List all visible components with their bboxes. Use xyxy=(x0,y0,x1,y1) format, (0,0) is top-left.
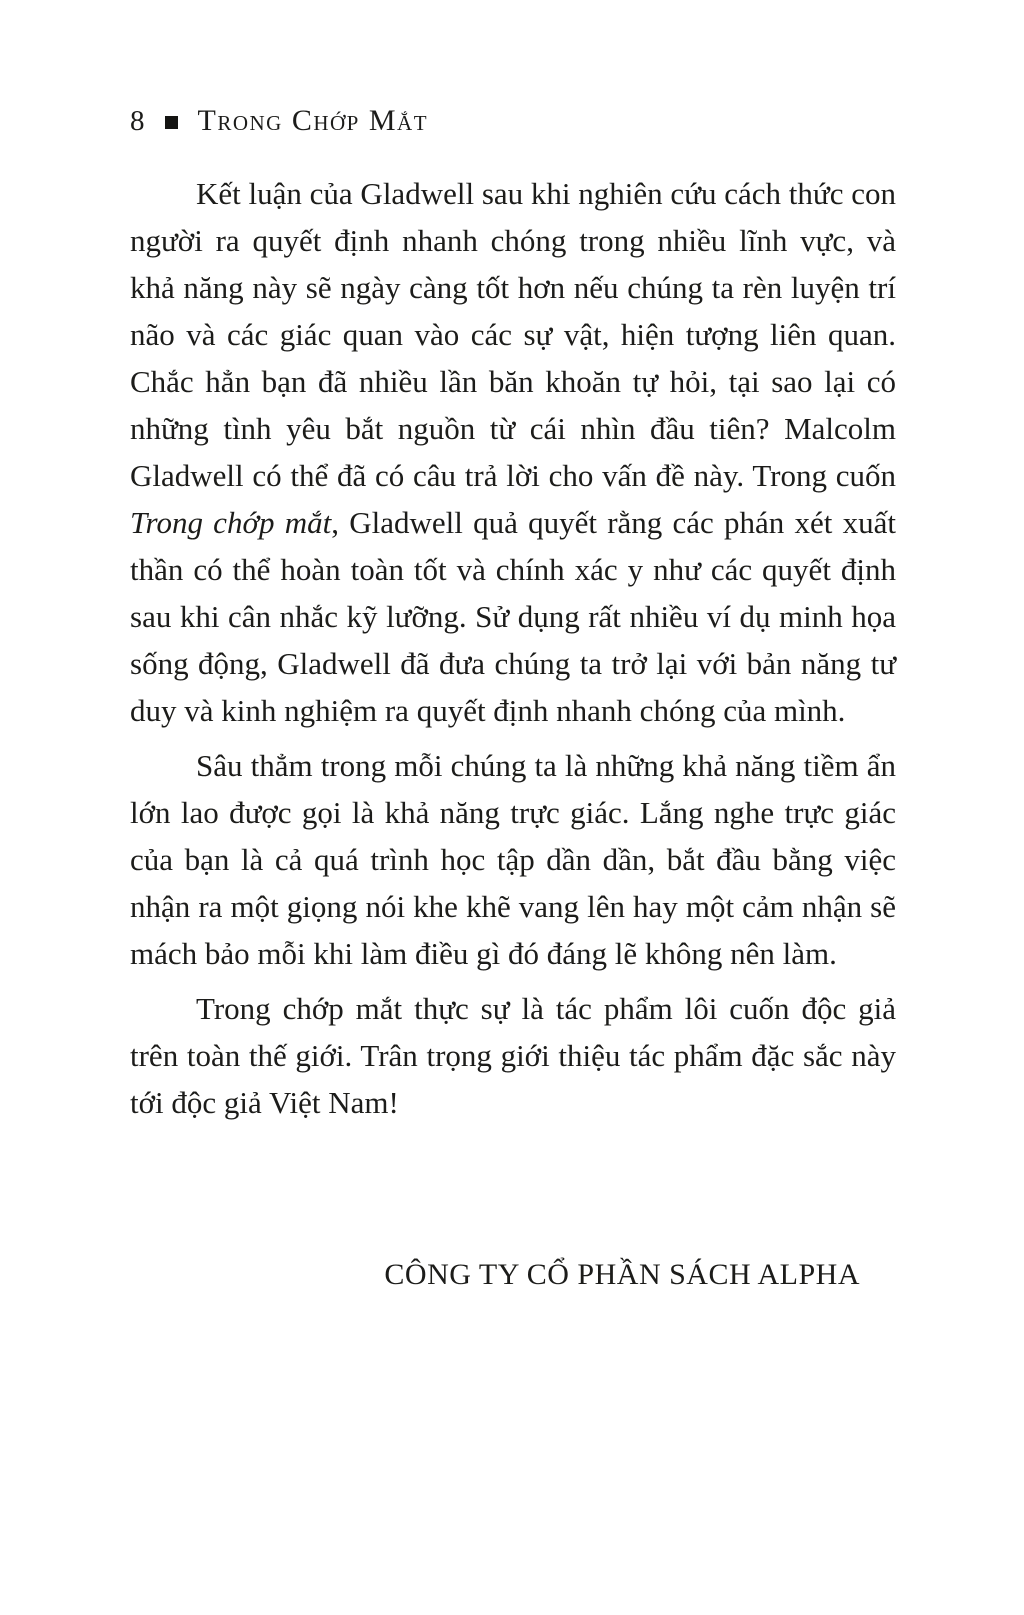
paragraph xyxy=(130,742,896,977)
text-segment: Kết luận của Gladwell sau khi nghiên cứu cách thức con người ra quyết định nhanh chóng trong nhiều lĩnh vực, và khả năng này sẽ ngày càng tốt hơn nếu chúng ta rèn luyện trí não và các giác quan vào các sự vật, hiện tượng liên quan. Chắc hẳn bạn đã nhiều lần băn khoăn tự hỏi, tại sao lại có những tình yêu bắt nguồn từ cái nhìn đầu tiên? Malcolm Gladwell có thể đã có câu trả lời cho vấn đề này. Trong cuốn xyxy=(130,176,896,493)
paragraph xyxy=(130,170,896,734)
text-segment: Sâu thẳm trong mỗi chúng ta là những khả năng tiềm ẩn lớn lao được gọi là khả năng trực giác. Lắng nghe trực giác của bạn là cả quá trình học tập dần dần, bắt đầu bằng việc nhận ra một giọng nói khe khẽ vang lên hay một cảm nhận sẽ mách bảo mỗi khi làm điều gì đó đáng lẽ không nên làm. xyxy=(130,748,896,971)
page-number: 8 xyxy=(130,104,145,137)
paragraph xyxy=(130,985,896,1126)
running-title: Trong Chớp Mắt xyxy=(197,104,429,137)
book-title-italic: Trong chớp mắt xyxy=(130,505,332,540)
text-segment: Trong chớp mắt thực sự là tác phẩm lôi cuốn độc giả trên toàn thế giới. Trân trọng giới thiệu tác phẩm đặc sắc này tới độc giả Việt Nam! xyxy=(130,991,896,1120)
text-segment: , Gladwell quả quyết rằng các phán xét xuất thần có thể hoàn toàn tốt và chính xác y như các quyết định sau khi cân nhắc kỹ lưỡng. Sử dụng rất nhiều ví dụ minh họa sống động, Gladwell đã đưa chúng ta trở lại với bản năng tư duy và kinh nghiệm ra quyết định nhanh chóng của mình. xyxy=(130,505,896,728)
body-text xyxy=(130,170,896,1126)
publisher-signature: CÔNG TY CỔ PHẦN SÁCH ALPHA xyxy=(384,1258,860,1291)
running-header xyxy=(130,106,428,136)
square-bullet-icon xyxy=(165,116,178,129)
